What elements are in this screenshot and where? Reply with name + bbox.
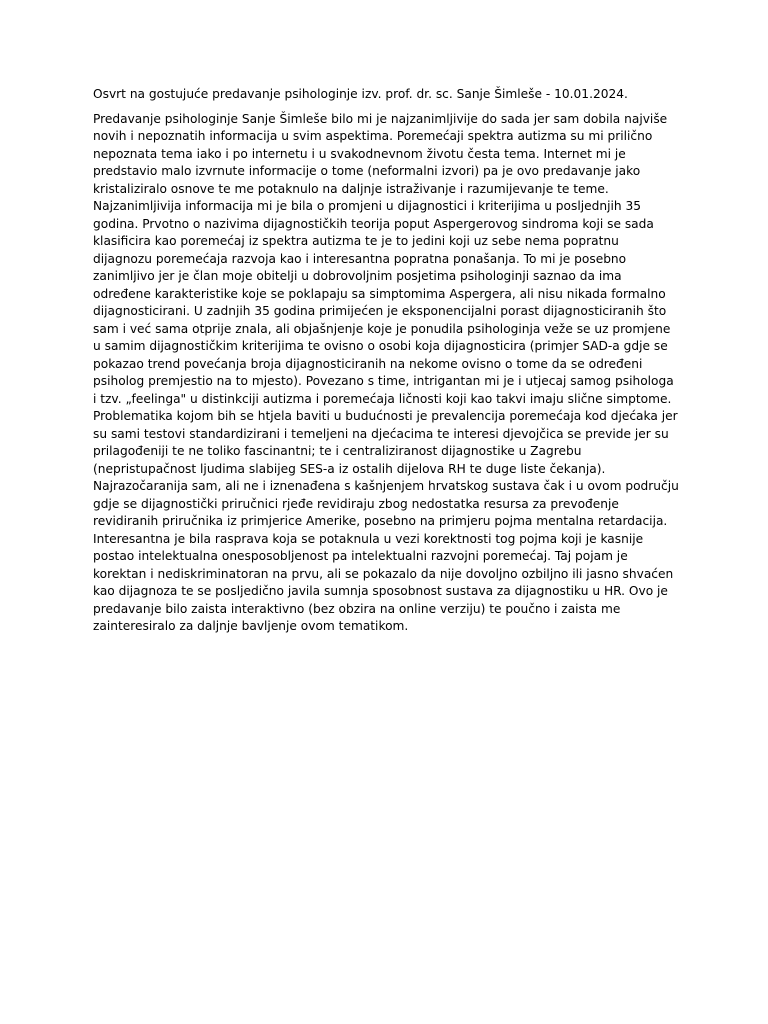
document-paragraph: Predavanje psihologinje Sanje Šimleše bilo mi je najzanimljivije do sada jer sam dobila najviše novih i nepoznatih informacija u svim aspektima. Poremećaji spektra autizma su mi prilično nepoznata tema iako i po internetu i u svakodnevnom životu česta tema. Internet mi je predstavio malo izvrnute informacije o tome (neformalni izvori) pa je ovo predavanje jako kristaliziralo osnove te me potaknulo na daljnje istraživanje i razumijevanje te teme. Najzanimljivija informacija mi je bila o promjeni u dijagnostici i kriterijima u posljednjih 35 godina. Prvotno o nazivima dijagnostičkih teorija poput Aspergerovog sindroma koji se sada klasificira kao poremećaj iz spektra autizma te je to jedini koji uz sebe nema popratnu dijagnozu poremećaja razvoja kao i interesantna popratna ponašanja. To mi je posebno zanimljivo jer je član moje obitelji u dobrovoljnim posjetima psihologinji saznao da ima određene karakteristike koje se poklapaju sa simptomima Aspergera, ali nisu nikada formalno dijagnosticirani. U zadnjih 35 godina primijećen je eksponencijalni porast dijagnosticiranih što sam i već sama otprije znala, ali objašnjenje koje je ponudila psihologinja veže se uz promjene u samim dijagnostičkim kriterijima te ovisno o osobi koja dijagnosticira (primjer SAD-a gdje se pokazao trend povećanja broja dijagnosticiranih na nekome ovisno o tome da se određeni psiholog premjestio na to mjesto). Povezano s time, intrigantan mi je i utjecaj samog psihologa i tzv. „feelinga" u distinkciji autizma i poremećaja ličnosti koji kao takvi imaju slične simptome. Problematika kojom bih se htjela baviti u budućnosti je prevalencija poremećaja kod djećaka jer su sami testovi standardizirani i temeljeni na djećacima te interesi djevojčica se previde jer su prilagođeniji te ne toliko fascinantni; te i centraliziranost dijagnostike u Zagrebu (nepristupačnost ljudima slabijeg SES-a iz ostalih dijelova RH te duge liste čekanja). Najrazočaranija sam, ali ne i iznenađena s kašnjenjem hrvatskog sustava čak i u ovom području gdje se dijagnostički priručnici rjeđe revidiraju zbog nedostatka resursa za prevođenje revidiranih priručnika iz primjerice Amerike, posebno na primjeru pojma mentalna retardacija. Interesantna je bila rasprava koja se potaknula u vezi korektnosti tog pojma koji je kasnije postao intelektualna onesposobljenost pa intelektualni razvojni poremećaj. Taj pojam je korektan i nediskriminatoran na prvu, ali se pokazalo da nije dovoljno ozbiljno ili jasno shvaćen kao dijagnoza te se posljedično javila sumnja sposobnost sustava za dijagnostiku u HR. Ovo je predavanje bilo zaista interaktivno (bez obzira na online verziju) te poučno i zaista me zainteresiralo za daljnje bavljenje ovom tematikom. (93, 111, 679, 633)
document-title: Osvrt na gostujuće predavanje psihologinje izv. prof. dr. sc. Sanje Šimleše - 10.01.2024. (93, 87, 628, 101)
document-content (93, 86, 679, 636)
